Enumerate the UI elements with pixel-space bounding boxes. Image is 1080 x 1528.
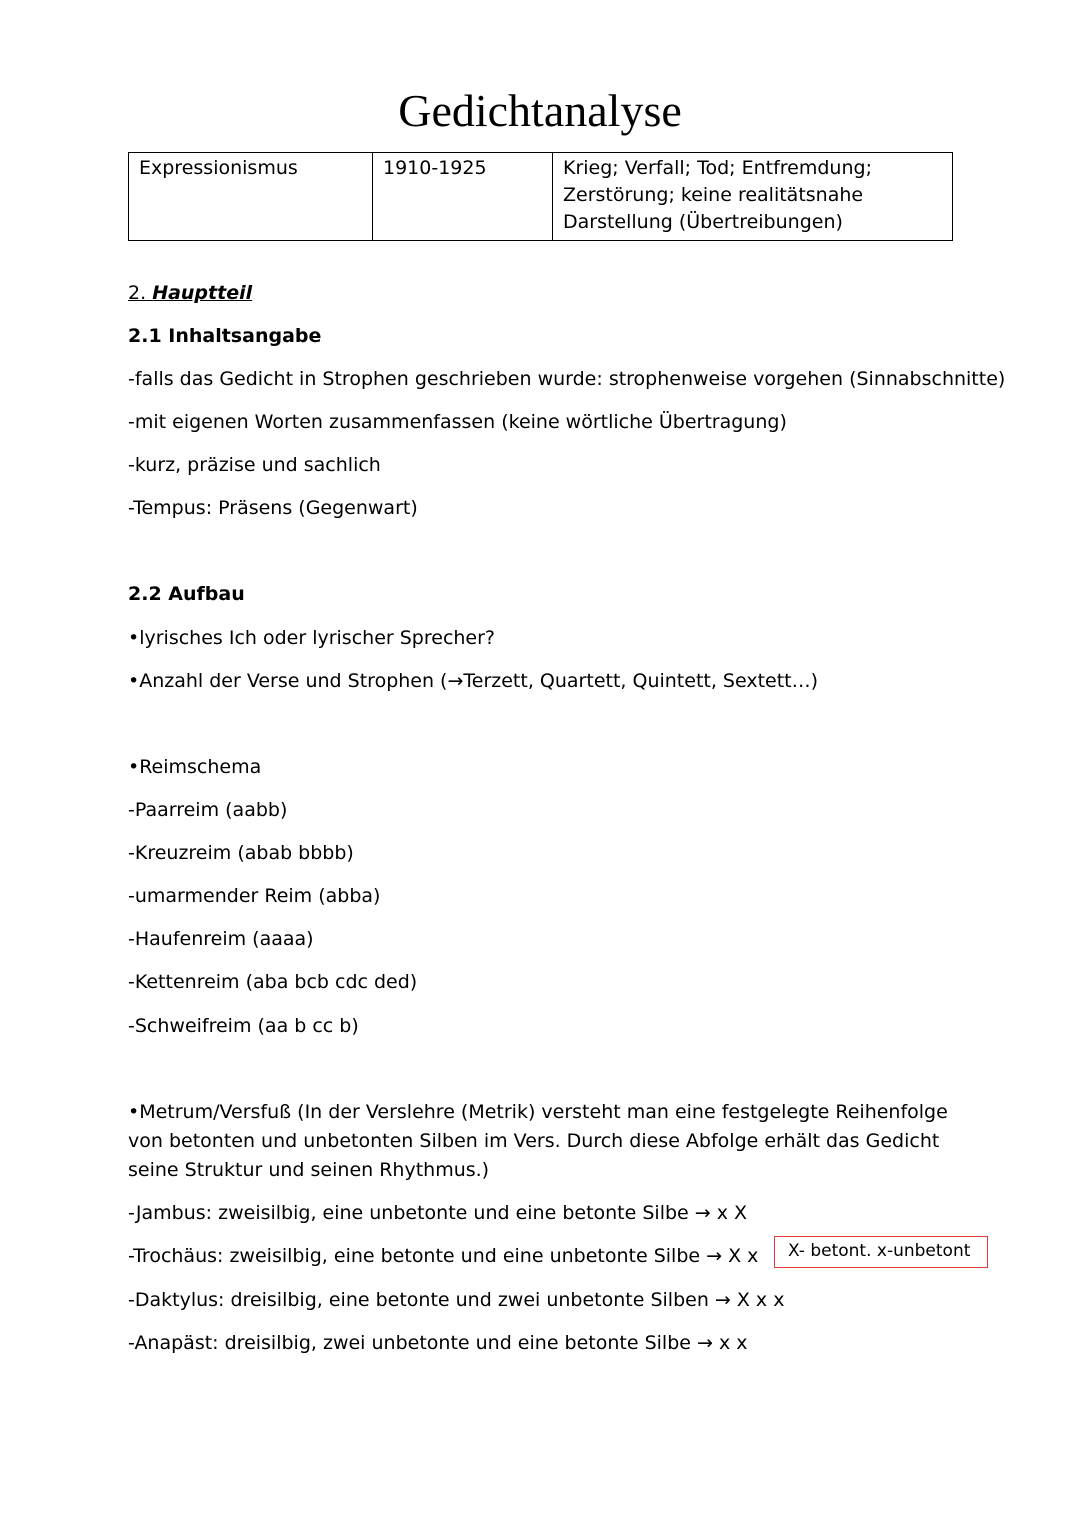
themes-cell	[553, 153, 953, 241]
epoch-table-row	[129, 153, 953, 241]
main-section-word: Hauptteil	[152, 282, 253, 304]
reimschema-heading: •Reimschema	[128, 756, 262, 778]
inhalt-item: -mit eigenen Worten zusammenfassen (keine wörtliche Übertragung)	[128, 411, 787, 433]
years-cell: 1910-1925	[373, 153, 553, 241]
reimschema-item: -Kreuzreim (abab bbbb)	[128, 842, 354, 864]
epoch-table	[128, 152, 953, 241]
page-title: Gedichtanalyse	[398, 85, 682, 136]
themes-line: Darstellung (Übertreibungen)	[563, 211, 843, 233]
metrum-intro: •Metrum/Versfuß (In der Verslehre (Metrik) versteht man eine festgelegte Reihenfolge von betonten und unbetonten Silben im Vers. Durch diese Abfolge erhält das Gedicht seine Struktur und seinen Rhythmus.)	[128, 1101, 948, 1181]
metrum-item: -Jambus: zweisilbig, eine unbetonte und eine betonte Silbe → x X	[128, 1202, 748, 1224]
stress-legend-box: X- betont. x-unbetont	[774, 1236, 988, 1268]
reimschema-item: -Haufenreim (aaaa)	[128, 928, 314, 950]
epoch-cell: Expressionismus	[129, 153, 373, 241]
metrum-item: -Anapäst: dreisilbig, zwei unbetonte und eine betonte Silbe → x x	[128, 1332, 748, 1354]
reimschema-item: -Kettenreim (aba bcb cdc ded)	[128, 971, 418, 993]
main-section-heading	[128, 280, 252, 307]
reimschema-item: -Schweifreim (aa b cc b)	[128, 1015, 359, 1037]
aufbau-bullet: •lyrisches Ich oder lyrischer Sprecher?	[128, 627, 496, 649]
inhalt-heading: 2.1 Inhaltsangabe	[128, 325, 322, 347]
inhalt-item: -falls das Gedicht in Strophen geschrieben wurde: strophenweise vorgehen (Sinnabschnitte)	[128, 368, 1006, 390]
reimschema-item: -Paarreim (aabb)	[128, 799, 288, 821]
inhalt-item: -kurz, präzise und sachlich	[128, 454, 381, 476]
metrum-item: -Daktylus: dreisilbig, eine betonte und zwei unbetonte Silben → X x x	[128, 1289, 785, 1311]
aufbau-heading: 2.2 Aufbau	[128, 583, 245, 605]
themes-line: Zerstörung; keine realitätsnahe	[563, 184, 864, 206]
inhalt-item: -Tempus: Präsens (Gegenwart)	[128, 497, 418, 519]
reimschema-item: -umarmender Reim (abba)	[128, 885, 381, 907]
metrum-item: -Trochäus: zweisilbig, eine betonte und eine unbetonte Silbe → X x	[128, 1245, 759, 1267]
main-section-number: 2.	[128, 282, 147, 304]
themes-line: Krieg; Verfall; Tod; Entfremdung;	[563, 157, 872, 179]
aufbau-bullet: •Anzahl der Verse und Strophen (→Terzett, Quartett, Quintett, Sextett…)	[128, 670, 819, 692]
